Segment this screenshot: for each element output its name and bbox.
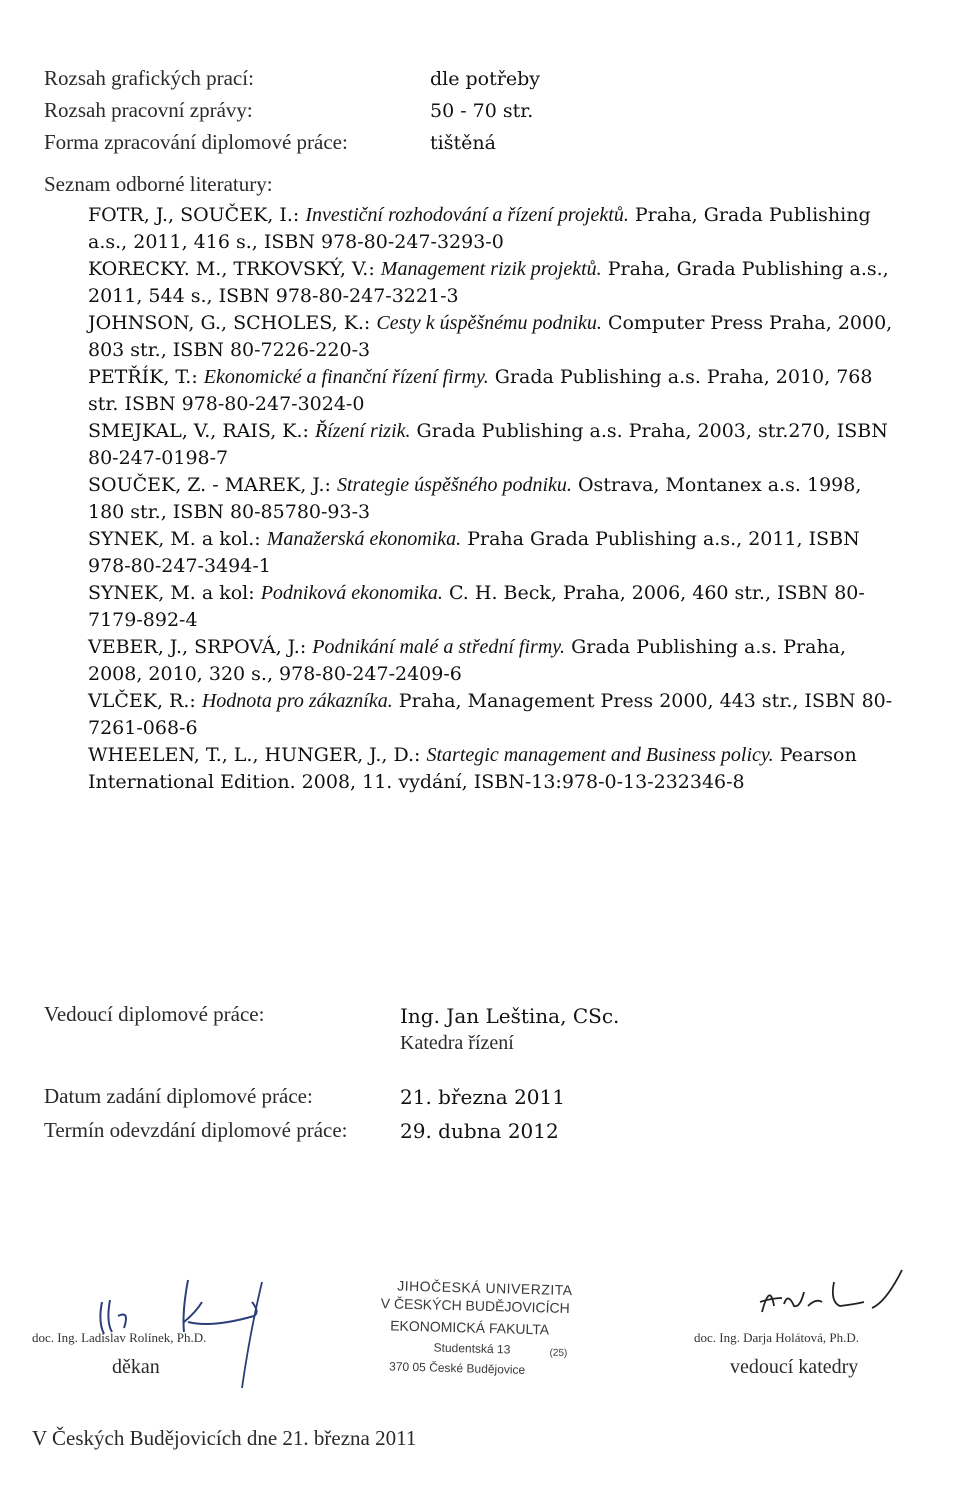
reference-authors: SMEJKAL, V., RAIS, K.:: [88, 420, 309, 442]
reference-authors: VLČEK, R.:: [88, 690, 196, 712]
head-name: doc. Ing. Darja Holátová, Ph.D.: [694, 1330, 859, 1345]
stamp-line: Studentská 13: [433, 1340, 511, 1357]
reference-item: [88, 526, 893, 580]
stamp-line: EKONOMICKÁ FAKULTA: [390, 1317, 550, 1338]
reference-title: Podnikání malé a střední firmy.: [312, 636, 566, 658]
reference-details: C. H. Beck, Praha, 2006, 460 str., ISBN 80-7179-892-4: [88, 582, 865, 631]
reference-title: Startegic management and Business policy.: [426, 744, 774, 766]
reference-item: [88, 256, 893, 310]
reference-details: Praha Grada Publishing a.s., 2011, ISBN 978-80-247-3494-1: [88, 528, 860, 577]
form-value: tištěná: [430, 132, 496, 154]
reference-title: Hodnota pro zákazníka.: [201, 690, 393, 712]
form-label: Forma zpracování diplomové práce:: [44, 130, 348, 154]
reference-authors: JOHNSON, G., SCHOLES, K.:: [88, 312, 371, 334]
reference-item: [88, 688, 893, 742]
stamp-line: V ČESKÝCH BUDĚJOVICÍCH: [380, 1295, 570, 1317]
head-signature: [752, 1262, 912, 1332]
faculty-stamp: [378, 1273, 601, 1397]
supervisor-department: Katedra řízení: [400, 1032, 514, 1054]
reference-authors: SOUČEK, Z. - MAREK, J.:: [88, 474, 331, 496]
reference-authors: KORECKY. M., TRKOVSKÝ, V.:: [88, 258, 375, 280]
stamp-number: (25): [549, 1347, 568, 1360]
supervisor-label: Vedoucí diplomové práce:: [44, 1002, 265, 1026]
reference-item: [88, 472, 893, 526]
reference-authors: SYNEK, M. a kol.:: [88, 528, 261, 550]
reference-title: Řízení rizik.: [314, 420, 411, 442]
reference-item: [88, 418, 893, 472]
reference-title: Podniková ekonomika.: [260, 582, 443, 604]
reference-item: [88, 202, 893, 256]
assignment-date-value: 21. března 2011: [400, 1085, 565, 1109]
place-date: V Českých Budějovicích dne 21. března 2011: [32, 1426, 417, 1450]
stamp-line: 370 05 České Budějovice: [388, 1359, 526, 1377]
scope-report-value: 50 - 70 str.: [430, 100, 534, 122]
reference-title: Ekonomické a finanční řízení firmy.: [203, 366, 489, 388]
literature-heading: Seznam odborné literatury:: [44, 172, 273, 196]
reference-list: [88, 202, 893, 796]
reference-authors: WHEELEN, T., L., HUNGER, J., D.:: [88, 744, 421, 766]
reference-item: [88, 742, 893, 796]
scope-graphics-value: dle potřeby: [430, 68, 540, 90]
dean-name: doc. Ing. Ladislav Rolínek, Ph.D.: [32, 1330, 207, 1345]
reference-authors: PETŘÍK, T.:: [88, 366, 198, 388]
reference-title: Management rizik projektů.: [380, 258, 602, 280]
assignment-date-label: Datum zadání diplomové práce:: [44, 1084, 313, 1108]
reference-title: Cesty k úspěšnému podniku.: [376, 312, 602, 334]
reference-item: [88, 580, 893, 634]
reference-item: [88, 634, 893, 688]
dean-title: děkan: [112, 1356, 160, 1378]
reference-title: Investiční rozhodování a řízení projektů.: [305, 204, 629, 226]
head-title: vedoucí katedry: [730, 1356, 859, 1378]
reference-details: Grada Publishing a.s. Praha, 2003, str.270, ISBN 80-247-0198-7: [88, 420, 888, 469]
reference-title: Strategie úspěšného podniku.: [336, 474, 572, 496]
scope-graphics-label: Rozsah grafických prací:: [44, 66, 254, 90]
reference-title: Manažerská ekonomika.: [266, 528, 462, 550]
reference-details: Grada Publishing a.s. Praha, 2010, 768 str. ISBN 978-80-247-3024-0: [88, 366, 873, 415]
supervisor-name: Ing. Jan Leština, CSc.: [400, 1004, 620, 1028]
reference-details: Praha, Management Press 2000, 443 str., ISBN 80-7261-068-6: [88, 690, 893, 739]
reference-authors: VEBER, J., SRPOVÁ, J.:: [88, 636, 307, 658]
stamp-line: JIHOČESKÁ UNIVERZITA: [397, 1277, 573, 1299]
deadline-label: Termín odevzdání diplomové práce:: [44, 1118, 348, 1142]
reference-details: Ostrava, Montanex a.s. 1998, 180 str., ISBN 80-85780-93-3: [88, 474, 862, 523]
reference-details: Praha, Grada Publishing a.s., 2011, 416 s., ISBN 978-80-247-3293-0: [88, 204, 871, 253]
reference-details: Praha, Grada Publishing a.s., 2011, 544 s., ISBN 978-80-247-3221-3: [88, 258, 889, 307]
reference-details: Grada Publishing a.s. Praha, 2008, 2010, 320 s., 978-80-247-2409-6: [88, 636, 847, 685]
reference-details: Pearson International Edition. 2008, 11. vydání, ISBN-13:978-0-13-232346-8: [88, 744, 857, 793]
reference-details: Computer Press Praha, 2000, 803 str., ISBN 80-7226-220-3: [88, 312, 893, 361]
reference-item: [88, 364, 893, 418]
reference-authors: FOTR, J., SOUČEK, I.:: [88, 204, 300, 226]
scope-report-label: Rozsah pracovní zprávy:: [44, 98, 253, 122]
deadline-value: 29. dubna 2012: [400, 1119, 559, 1143]
reference-authors: SYNEK, M. a kol:: [88, 582, 255, 604]
reference-item: [88, 310, 893, 364]
